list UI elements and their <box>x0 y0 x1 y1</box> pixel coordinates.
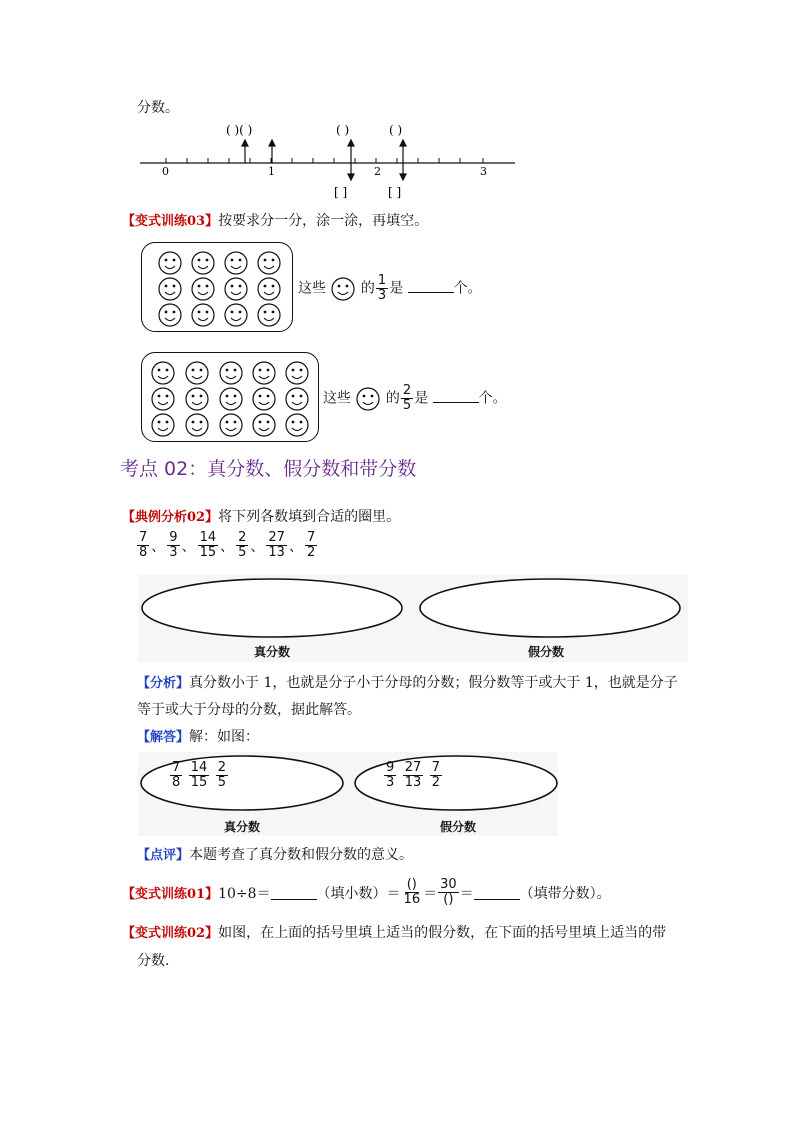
frac-num: 9 <box>386 760 395 775</box>
answer-blank-2[interactable] <box>433 402 479 403</box>
example-text: 将下列各数填到合适的圈里。 <box>218 509 401 525</box>
analysis-text-1: 真分数小于 1，也就是分子小于分母的分数；假分数等于或大于 1，也就是分子 <box>189 675 678 691</box>
separator: 、 <box>220 538 235 555</box>
answer-tag: 【解答】 <box>137 730 190 745</box>
smiley-grid-15 <box>142 353 318 441</box>
frac-den: 13 <box>268 545 285 560</box>
ex01-tag: 【变式训练01】 <box>122 887 219 902</box>
lower-bracket-1: [ ] <box>334 185 348 199</box>
lower-bracket-2: [ ] <box>388 185 402 199</box>
ex03-text: 按要求分一分，涂一涂，再填空。 <box>218 213 429 229</box>
ex02-tag: 【变式训练02】 <box>122 926 219 941</box>
frac-num: 7 <box>172 760 181 775</box>
row2-de: 的 <box>385 390 400 407</box>
frac-den: () <box>443 892 454 907</box>
row2-prefix: 这些 <box>323 390 351 407</box>
ex01-part2: （填小数）＝ <box>316 885 401 902</box>
frac-num: 2 <box>238 530 247 545</box>
comment-text: 本题考查了真分数和假分数的意义。 <box>189 847 414 863</box>
frac-num: 27 <box>268 530 285 545</box>
ex03-row2 <box>323 384 507 413</box>
row1-de: 的 <box>360 280 375 297</box>
frac-den: 8 <box>139 545 148 560</box>
oval-improper[interactable] <box>420 579 680 637</box>
frac-num: 14 <box>199 530 217 545</box>
separator: 、 <box>288 538 303 555</box>
frac-den: 3 <box>386 775 395 790</box>
answer-line <box>137 726 259 746</box>
frac-num: 7 <box>306 530 316 545</box>
tick-label-3: 3 <box>480 165 487 178</box>
ex02-text-1: 如图，在上面的括号里填上适当的假分数，在下面的括号里填上适当的带 <box>218 925 667 941</box>
frac-den: 3 <box>169 545 178 560</box>
sorting-ovals <box>138 574 688 662</box>
frac-num: () <box>406 877 417 892</box>
ex01-expr: 10÷8＝ <box>218 885 271 902</box>
frac-den: 5 <box>402 398 412 413</box>
upper-bracket-3: ( ) <box>389 123 403 137</box>
label-improper: 假分数 <box>528 645 565 659</box>
answer-proper-fractions <box>169 761 229 790</box>
oval-proper[interactable] <box>142 579 402 637</box>
tick-label-0: 0 <box>162 165 169 178</box>
row2-shi: 是 <box>414 390 429 407</box>
section-heading: 考点 02：真分数、假分数和带分数 <box>120 458 417 480</box>
row1-shi: 是 <box>389 280 404 297</box>
ex01-eq: ＝ <box>423 885 438 902</box>
frac-den: 13 <box>404 775 422 790</box>
answer-blank-1[interactable] <box>408 292 454 293</box>
row1-suffix: 个。 <box>453 280 482 297</box>
ex01-eq: ＝ <box>459 885 474 902</box>
frac-den: 15 <box>199 545 217 560</box>
frac-den: 5 <box>217 775 227 790</box>
mixed-blank[interactable] <box>474 885 520 900</box>
comment-tag: 【点评】 <box>137 848 190 863</box>
separator: 、 <box>181 538 196 555</box>
frac-den: 5 <box>238 545 247 560</box>
frac-den: 3 <box>377 288 387 303</box>
frac-num: 2 <box>402 383 412 398</box>
tick-label-1: 1 <box>268 165 275 178</box>
frac-num: 2 <box>217 760 227 775</box>
frac-den: 2 <box>306 545 316 560</box>
fraction-list <box>136 531 318 560</box>
smiley-grid-12 <box>142 243 292 331</box>
frac-num: 14 <box>190 760 208 775</box>
row2-suffix: 个。 <box>478 390 507 407</box>
answer-improper-fractions <box>383 761 443 790</box>
example-line <box>122 506 400 526</box>
upper-bracket-1: ( )( ) <box>226 123 253 137</box>
frac-den: 2 <box>431 775 441 790</box>
tick-label-2: 2 <box>374 165 381 178</box>
ex02-line-1 <box>122 922 666 942</box>
ex01-line <box>122 878 611 907</box>
frac-num: 27 <box>404 760 422 775</box>
separator: 、 <box>250 538 265 555</box>
smiley-icon <box>330 276 356 302</box>
ex03-line <box>122 210 428 230</box>
continued-text: 分数。 <box>137 100 179 116</box>
smiley-icon <box>355 386 381 412</box>
fraction-two-fifths <box>401 384 413 413</box>
frac-num: 1 <box>377 273 387 288</box>
fraction-one-third <box>376 274 388 303</box>
answer-label-improper: 假分数 <box>440 820 477 834</box>
ex01-part3: （填带分数）。 <box>519 885 611 902</box>
upper-bracket-2: ( ) <box>336 123 350 137</box>
example-tag: 【典例分析02】 <box>122 510 219 525</box>
row1-prefix: 这些 <box>298 280 326 297</box>
analysis-line-1 <box>137 672 678 692</box>
decimal-blank[interactable] <box>271 885 317 900</box>
ex03-tag: 【变式训练03】 <box>122 214 219 229</box>
ex02-line-2: 分数. <box>137 953 170 969</box>
separator: 、 <box>151 538 166 555</box>
frac-num: 7 <box>139 530 148 545</box>
analysis-tag: 【分析】 <box>137 676 190 691</box>
comment-line <box>137 844 413 864</box>
answer-text: 解：如图： <box>189 729 260 745</box>
frac-den: 16 <box>403 892 421 907</box>
smiley-box-15 <box>141 352 319 442</box>
frac-den: 8 <box>172 775 181 790</box>
answer-label-proper: 真分数 <box>224 820 261 834</box>
label-proper: 真分数 <box>254 645 291 659</box>
ex03-row1 <box>298 274 482 303</box>
frac-num: 9 <box>169 530 178 545</box>
number-line <box>130 118 530 203</box>
frac-num: 30 <box>440 877 457 892</box>
analysis-line-2: 等于或大于分母的分数，据此解答。 <box>137 702 361 718</box>
smiley-box-12 <box>141 242 293 332</box>
frac-num: 7 <box>431 760 441 775</box>
frac-den: 15 <box>190 775 208 790</box>
